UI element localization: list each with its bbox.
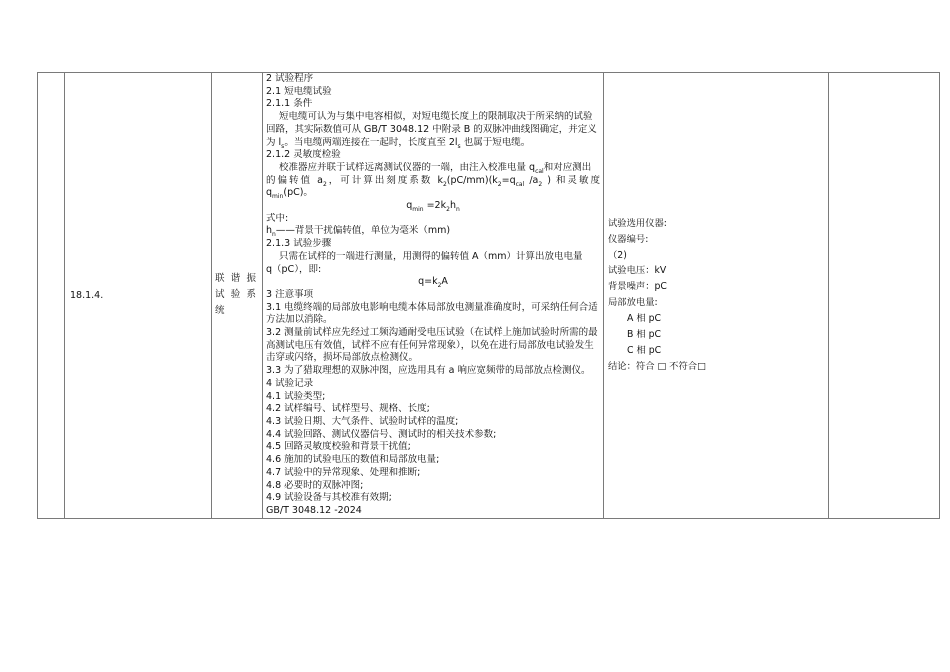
formula-discharge: $q=k_2A$ <box>418 276 448 289</box>
record-field-conclusion: 结论：符合 □ 不符合□ <box>608 360 706 372</box>
paragraph-line: 为 $l_s$。当电缆两端连接在一起时，长度直至 $2l_s$ 也属于短电缆。 <box>266 136 531 150</box>
heading-short-cable-test: 2.1 短电缆试验 <box>266 85 332 97</box>
note-item: 3.3 为了猎取理想的双脉冲图，应选用具有 a 响应宽频带的局部放点检测仪。 <box>266 365 591 377</box>
record-item: 4.8 必要时的双脉冲图; <box>266 479 364 491</box>
paragraph-line: 回路，其实际数值可从 GB/T 3048.12 中附录 B 的双脉冲曲线图确定，并定义 <box>266 123 597 135</box>
record-field-number-2: （2) <box>608 249 627 261</box>
record-item: 4.3 试验日期、大气条件、试验时试样的温度; <box>266 415 459 427</box>
heading-conditions: 2.1.1 条件 <box>266 98 313 110</box>
record-field-partial-discharge: 局部放电量: <box>608 297 658 309</box>
record-field-phase-c: C 相 pC <box>627 345 662 357</box>
record-item: 4.1 试验类型; <box>266 390 326 402</box>
heading-test-steps: 2.1.3 试验步骤 <box>266 238 332 250</box>
item-name-cell <box>212 73 263 519</box>
heading-notes: 3 注意事项 <box>266 288 314 300</box>
index-cell <box>38 73 65 519</box>
heading-test-record: 4 试验记录 <box>266 377 314 389</box>
record-item: 4.6 施加的试验电压的数值和局部放电量; <box>266 454 440 466</box>
record-item: 4.9 试验设备与其校准有效期; <box>266 492 392 504</box>
record-field-phase-b: B 相 pC <box>627 329 661 341</box>
record-item: 4.4 试验回路、测试仪器信号、测试时的相关技术参数; <box>266 428 497 440</box>
record-field-instrument: 试验选用仪器: <box>608 217 667 229</box>
standard-reference: GB/T 3048.12 -2024 <box>266 504 362 516</box>
record-item: 4.7 试验中的异常现象、处理和推断; <box>266 466 421 478</box>
paragraph-line: q（pC），即: <box>266 263 322 275</box>
test-record-table <box>37 72 940 519</box>
note-item: 3.2 测量前试样应先经过工频沟通耐受电压试验（在试样上施加试验时所需的最高测试电压有效值，试样不应有任何异常现象），以免在进行局部放电试验发生击穿或闪络，损坏局部放点检测仪。 <box>266 327 598 364</box>
record-cell <box>604 73 829 519</box>
table-row <box>38 73 940 519</box>
clause-number-cell <box>65 73 212 519</box>
paragraph-line: 校准器应并联于试样远离测试仪器的一端，由注入校准电量 $q_{cal}$和对应测出 <box>279 161 592 175</box>
record-field-phase-a: A 相 pC <box>627 313 661 325</box>
paragraph-line: 只需在试样的一端进行测量，用测得的偏转值 A（mm）计算出放电电量 <box>279 250 583 262</box>
paragraph-line: 短电缆可认为与集中电容相似，对短电缆长度上的限制取决于所采纳的试验 <box>279 111 593 123</box>
record-item: 4.2 试样编号、试样型号、规格、长度; <box>266 403 430 415</box>
record-field-background-noise: 背景噪声：pC <box>608 281 667 293</box>
record-item: 4.5 回路灵敏度校验和背景干扰值; <box>266 441 411 453</box>
note-item: 3.1 电缆终端的局部放电影响电缆本体局部放电测量准确度时，可采纳任何合适方法加以消除。 <box>266 301 598 326</box>
variable-definition: $h_n——$背景干扰偏转值，单位为毫米（mm) <box>266 225 451 239</box>
paragraph-line: 的偏转值 $a_2$，可计算出刻度系数 $k_2(pC/mm)(k_2=q_{cal}$ $/a_2$ ) 和灵敏度 <box>266 174 600 188</box>
heading-test-procedure: 2 试验程序 <box>266 73 314 84</box>
where-label: 式中: <box>266 212 289 224</box>
record-field-test-voltage: 试验电压：kV <box>608 265 667 277</box>
paragraph-line: $q_{min}(pC)$。 <box>266 187 313 201</box>
record-field-instrument-number: 仪器编号: <box>608 233 649 245</box>
item-name: 联谐振试验系统 <box>215 273 258 317</box>
heading-sensitivity-check: 2.1.2 灵敏度检验 <box>266 149 341 161</box>
clause-number: 18.1.4. <box>70 289 104 301</box>
result-cell <box>829 73 940 519</box>
procedure-cell <box>263 73 604 519</box>
formula-sensitivity: $q_{min} =2k_2h_n$ <box>406 200 460 213</box>
